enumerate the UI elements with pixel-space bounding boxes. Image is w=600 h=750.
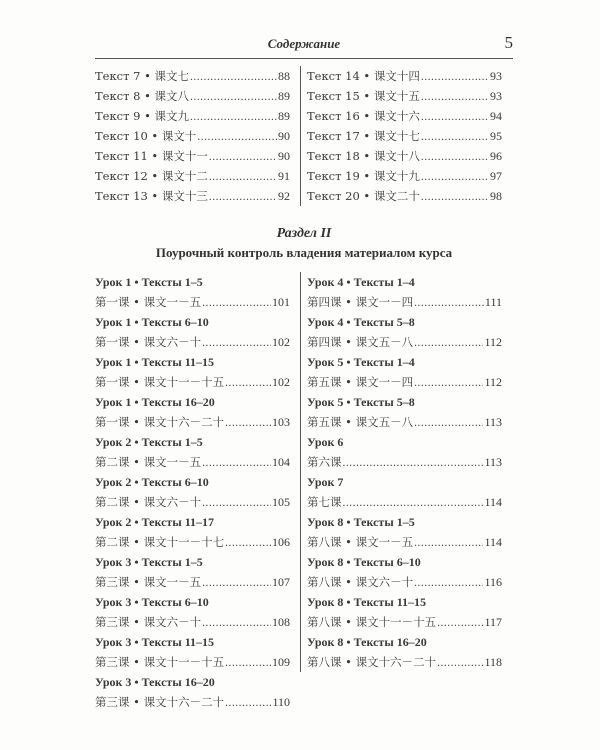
toc-entry-page: 112 [484,335,502,349]
toc-entry-page: 102 [272,335,290,349]
leader-dots [209,187,277,206]
toc-entry-label: 第三课 • 课文十一－十五 [95,655,225,669]
toc-entry[interactable] [95,86,290,106]
leader-dots [202,453,271,472]
toc-entry[interactable] [307,492,502,512]
leader-dots [190,107,277,126]
toc-entry-page: 98 [490,189,502,203]
lessons-right-column [307,272,502,672]
toc-entry-page: 112 [484,375,502,389]
toc-entry-page: 104 [272,455,290,469]
toc-entry-label: 第五课 • 课文一－四 [307,375,414,389]
toc-entry-label: Текст 12 • 课文十二 [95,169,208,183]
toc-entry[interactable] [307,332,502,352]
leader-dots [202,573,271,592]
leader-dots [414,293,484,312]
toc-entry[interactable] [307,86,502,106]
leader-dots [202,493,271,512]
leader-dots [421,147,489,166]
leader-dots [209,167,277,186]
toc-entry[interactable] [307,106,502,126]
leader-dots [343,493,484,512]
toc-entry-page: 116 [484,575,502,589]
toc-entry[interactable] [95,292,290,312]
leader-dots [414,533,483,552]
leader-dots [225,653,271,672]
lesson-heading: Урок 3 • Тексты 16–20 [95,675,215,689]
header-title: Содержание [267,36,341,51]
toc-entry[interactable] [307,126,502,146]
toc-entry-page: 94 [490,109,502,123]
leader-dots [225,693,271,712]
toc-entry-label: 第八课 • 课文一－五 [307,535,414,549]
lesson-heading: Урок 6 [307,435,344,449]
toc-entry-page: 96 [490,149,502,163]
column-divider [300,272,301,672]
leader-dots [190,67,277,86]
toc-entry-label: 第八课 • 课文六－十 [307,575,414,589]
leader-dots [437,613,483,632]
lesson-heading: Урок 1 • Тексты 1–5 [95,275,203,289]
leader-dots [225,413,271,432]
lesson-heading: Урок 4 • Тексты 5–8 [307,315,415,329]
lesson-heading: Урок 7 [307,475,344,489]
toc-entry-page: 89 [278,109,290,123]
toc-entry[interactable] [307,186,502,206]
toc-entry[interactable] [95,612,290,632]
toc-entry-page: 102 [272,375,290,389]
toc-entry[interactable] [95,106,290,126]
toc-entry[interactable] [95,146,290,166]
toc-entry-label: 第七课 [307,495,342,509]
toc-entry-label: Текст 14 • 课文十四 [307,69,420,83]
toc-entry[interactable] [307,166,502,186]
lesson-heading: Урок 1 • Тексты 6–10 [95,315,209,329]
lesson-heading: Урок 4 • Тексты 1–4 [307,275,415,289]
lesson-heading: Урок 3 • Тексты 1–5 [95,555,203,569]
toc-entry-label: Текст 18 • 课文十八 [307,149,420,163]
toc-entry-label: Текст 16 • 课文十六 [307,109,420,123]
toc-entry-label: Текст 11 • 课文十一 [95,149,208,163]
leader-dots [421,67,489,86]
toc-entry-page: 91 [278,169,290,183]
leader-dots [343,453,484,472]
toc-entry[interactable] [95,412,290,432]
toc-entry[interactable] [95,126,290,146]
toc-entry-label: 第一课 • 课文一－五 [95,295,202,309]
leader-dots [414,573,483,592]
lesson-heading: Урок 8 • Тексты 1–5 [307,515,415,529]
leader-dots [421,127,489,146]
toc-entry-label: Текст 10 • 课文十 [95,129,197,143]
toc-entry-label: 第三课 • 课文十六－二十 [95,695,225,709]
toc-entry-page: 90 [278,129,290,143]
leader-dots [225,373,271,392]
toc-entry-page: 117 [484,615,502,629]
toc-entry-page: 103 [272,415,290,429]
leader-dots [414,413,483,432]
toc-entry-label: 第四课 • 课文一－四 [307,295,414,309]
toc-entry-page: 88 [278,69,290,83]
toc-entry[interactable] [95,572,290,592]
toc-entry-label: Текст 7 • 课文七 [95,69,190,83]
toc-entry[interactable] [307,452,502,472]
toc-entry-label: 第六课 [307,455,342,469]
leader-dots [209,147,277,166]
leader-dots [414,373,483,392]
toc-entry-page: 93 [490,69,502,83]
toc-entry[interactable] [95,66,290,86]
toc-entry-page: 118 [484,655,502,669]
lesson-heading: Урок 2 • Тексты 1–5 [95,435,203,449]
toc-entry[interactable] [95,492,290,512]
lesson-heading: Урок 2 • Тексты 11–17 [95,515,215,529]
toc-entry-page: 109 [272,655,290,669]
lesson-heading: Урок 8 • Тексты 16–20 [307,635,427,649]
leader-dots [437,653,483,672]
toc-entry-label: Текст 8 • 课文八 [95,89,190,103]
toc-entry-page: 93 [490,89,502,103]
toc-entry-page: 90 [278,149,290,163]
toc-entry-page: 113 [484,455,502,469]
toc-entry-label: 第四课 • 课文五－八 [307,335,414,349]
section-title: Поурочный контроль владения материалом курса [155,245,453,260]
toc-entry-label: Текст 13 • 课文十三 [95,189,208,203]
toc-entry-label: 第一课 • 课文十六－二十 [95,415,225,429]
leader-dots [202,333,271,352]
leader-dots [190,87,277,106]
column-divider [300,66,301,206]
leader-dots [421,87,489,106]
toc-entry[interactable] [307,532,502,552]
leader-dots [414,333,483,352]
toc-entry-label: 第二课 • 课文十一－十七 [95,535,225,549]
toc-entry-label: 第一课 • 课文六－十 [95,335,202,349]
leader-dots [202,613,271,632]
texts-right-column [307,66,502,206]
leader-dots [421,107,489,126]
toc-entry-label: Текст 15 • 课文十五 [307,89,420,103]
section-label: Раздел II [276,226,332,241]
toc-entry-page: 110 [272,695,290,709]
toc-entry-label: Текст 9 • 课文九 [95,109,190,123]
lesson-heading: Урок 2 • Тексты 6–10 [95,475,209,489]
toc-entry[interactable] [307,146,502,166]
toc-entry-page: 89 [278,89,290,103]
toc-entry[interactable] [95,652,290,672]
toc-entry-page: 113 [484,415,502,429]
toc-entry[interactable] [95,452,290,472]
lesson-heading: Урок 5 • Тексты 1–4 [307,355,415,369]
toc-entry-page: 111 [484,295,502,309]
toc-entry-label: Текст 17 • 课文十七 [307,129,420,143]
toc-entry-label: 第八课 • 课文十一－十五 [307,615,437,629]
toc-entry-page: 108 [272,615,290,629]
toc-entry-label: 第八课 • 课文十六－二十 [307,655,437,669]
toc-entry-label: 第二课 • 课文一－五 [95,455,202,469]
leader-dots [421,167,489,186]
toc-entry-page: 114 [484,495,502,509]
texts-left-column [95,66,290,206]
toc-entry-label: 第三课 • 课文六－十 [95,615,202,629]
lesson-heading: Урок 3 • Тексты 6–10 [95,595,209,609]
toc-entry[interactable] [307,572,502,592]
toc-entry-label: Текст 19 • 课文十九 [307,169,420,183]
toc-entry[interactable] [95,692,290,712]
leader-dots [197,127,277,146]
toc-entry[interactable] [95,186,290,206]
lesson-heading: Урок 8 • Тексты 11–15 [307,595,427,609]
toc-entry-page: 114 [484,535,502,549]
page-number: 5 [504,33,513,52]
lesson-heading: Урок 3 • Тексты 11–15 [95,635,215,649]
toc-entry-label: 第五课 • 课文五－八 [307,415,414,429]
toc-entry[interactable] [307,612,502,632]
toc-entry-label: 第一课 • 课文十一－十五 [95,375,225,389]
toc-entry-label: Текст 20 • 课文二十 [307,189,420,203]
toc-entry-page: 97 [490,169,502,183]
toc-entry-page: 92 [278,189,290,203]
lesson-heading: Урок 1 • Тексты 16–20 [95,395,215,409]
toc-entry-page: 95 [490,129,502,143]
toc-entry-label: 第三课 • 课文一－五 [95,575,202,589]
toc-entry-page: 107 [272,575,290,589]
toc-entry[interactable] [307,652,502,672]
leader-dots [202,293,271,312]
toc-entry-page: 101 [272,295,290,309]
toc-entry[interactable] [95,532,290,552]
toc-entry[interactable] [95,332,290,352]
running-header [95,33,513,59]
leader-dots [421,187,489,206]
lesson-heading: Урок 5 • Тексты 5–8 [307,395,415,409]
toc-entry[interactable] [95,166,290,186]
toc-entry-label: 第二课 • 课文六－十 [95,495,202,509]
toc-entry[interactable] [307,292,502,312]
lessons-left-column [95,272,290,712]
toc-entry[interactable] [95,372,290,392]
toc-entry[interactable] [307,412,502,432]
toc-entry[interactable] [307,66,502,86]
toc-entry[interactable] [307,372,502,392]
toc-entry-page: 106 [272,535,290,549]
leader-dots [225,533,271,552]
toc-entry-page: 105 [272,495,290,509]
lesson-heading: Урок 8 • Тексты 6–10 [307,555,421,569]
lesson-heading: Урок 1 • Тексты 11–15 [95,355,215,369]
